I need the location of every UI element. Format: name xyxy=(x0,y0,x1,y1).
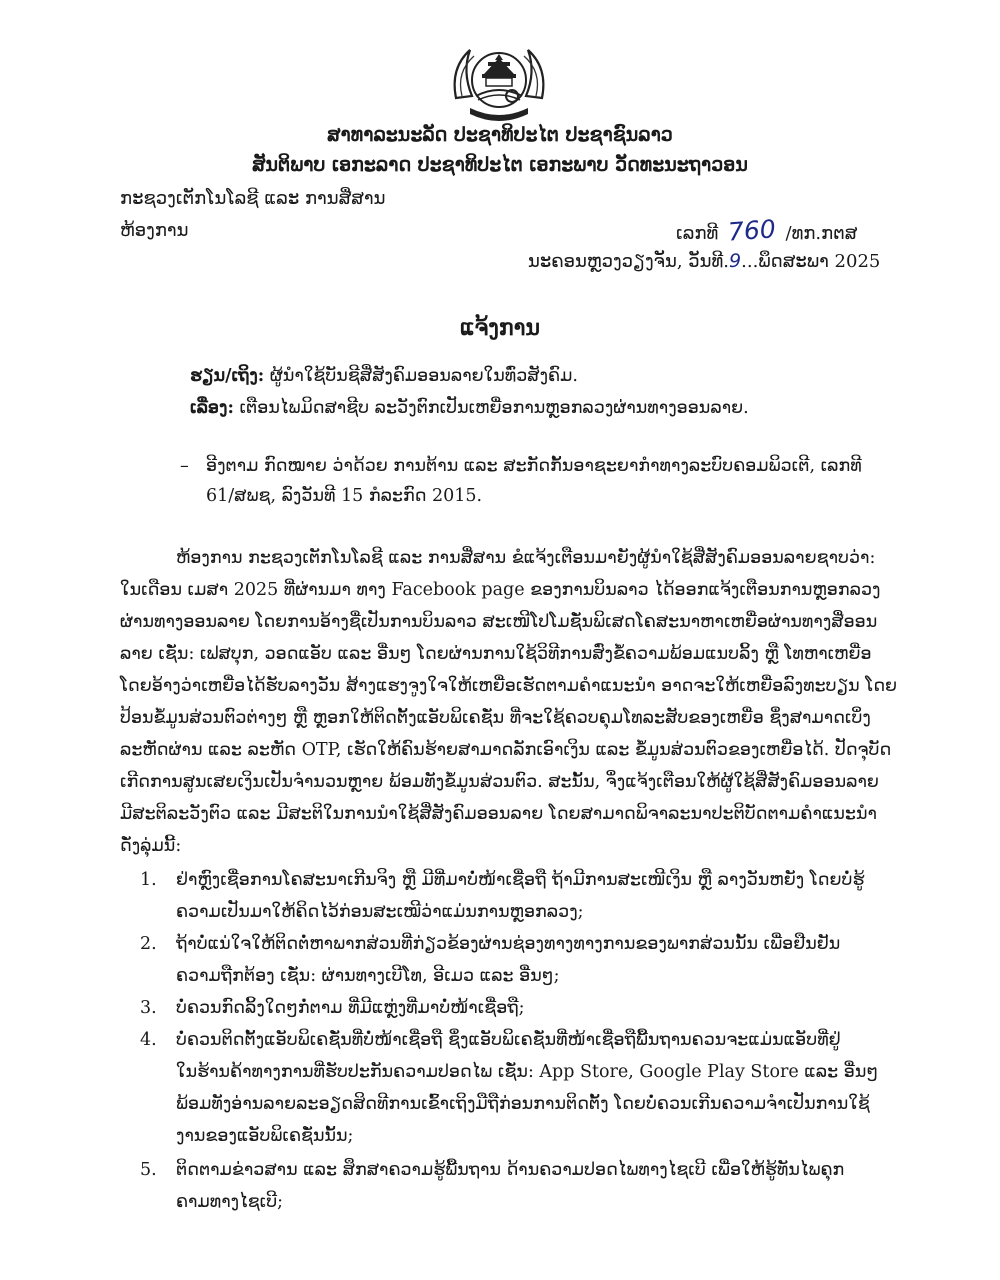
body-line: ລະຫັດຜ່ານ ແລະ ລະຫັດ OTP, ເຮັດໃຫ້ຄົນຮ້າຍສາມາດລັກເອົາເງິນ ແລະ ຂໍ້ມູນສ່ວນຕົວຂອງເຫຍື່ອໄດ້. ປັດຈຸບັດ xyxy=(120,740,892,760)
recipient-line xyxy=(190,366,578,386)
body-line: ໃນເດືອນ ເມສາ 2025 ທີ່ຜ່ານມາ ທາງ Facebook page ຂອງການບິນລາວ ໄດ້ອອກແຈ້ງເຕືອນການຫຼອກລວງ xyxy=(120,580,881,600)
reference-line-2: 61/ສພຊ, ລົງວັນທີ 15 ກໍລະກົດ 2015. xyxy=(206,486,483,506)
date-suffix: ...ພຶດສະພາ 2025 xyxy=(741,251,881,272)
subject-label: ເລື່ອງ: xyxy=(190,398,234,418)
list-item-line: ງານຂອງແອັບພິເຄຊັ່ນນັ້ນ; xyxy=(176,1126,354,1146)
national-motto: ສັນຕິພາບ ເອກະລາດ ປະຊາທິປະໄຕ ເອກະພາບ ວັດທະນະຖາວອນ xyxy=(252,154,748,176)
document-title: ແຈ້ງການ xyxy=(460,315,540,341)
republic-heading: ສາທາລະນະລັດ ປະຊາທິປະໄຕ ປະຊາຊົນລາວ xyxy=(327,124,673,146)
list-item-number: 4. xyxy=(140,1030,157,1050)
number-suffix: /ທກ.ກຕສ xyxy=(785,223,858,244)
list-item-line: ບໍ່ຄວນກົດລິ້ງໃດໆກໍ່ຕາມ ທີ່ມີແຫຼ່ງທີ່ມາບໍ່ໜ້າເຊື່ອຖື; xyxy=(176,998,525,1018)
reference-dash: – xyxy=(180,456,189,476)
list-item-line: ຄາມທາງໄຊເບີ; xyxy=(176,1192,284,1212)
handwritten-day: 9 xyxy=(729,250,742,272)
list-item-line: ຢ່າຫຼົງເຊື່ອການໂຄສະນາເກີນຈິງ ຫຼື ມີທີ່ມາບໍ່ໜ້າເຊື່ອຖື ຖ້າມີການສະເໜີເງິນ ຫຼື ລາງວັນຫຍັງ ໂດຍບໍ່ຮູ້ xyxy=(176,870,865,890)
body-line: ປ້ອນຂໍ້ມູນສ່ວນຕົວຕ່າງໆ ຫຼື ຫຼອກໃຫ້ຕິດຕັ້ງແອັບພິເຄຊັ່ນ ທີ່ຈະໃຊ້ຄວບຄຸມໂທລະສັບຂອງເຫຍື່ອ ຊຶ່ງສາມາດເບິ່ງ xyxy=(120,708,871,728)
list-item-line: ຄວາມເປັນມາໃຫ້ຄິດໄວ້ກ່ອນສະເໝີວ່າແມ່ນການຫຼອກລວງ; xyxy=(176,902,584,922)
list-item-line: ບໍ່ຄວນຕິດຕັ້ງແອັບພິເຄຊັ່ນທີ່ບໍ່ໜ້າເຊື່ອຖື ຊຶ່ງແອັບພິເຄຊັ່ນທີ່ໜ້າເຊື່ອຖືພື້ນຖານຄວນຈະແມ່ນແອັບທີ່ຢູ່ xyxy=(176,1030,841,1050)
body-line: ດັ່ງລຸ່ມນີ້: xyxy=(120,836,182,856)
list-item-line: ພ້ອມທັງອ່ານລາຍລະອຽດສິດທີການເຂົ້າເຖິງມືຖືກ່ອນການຕິດຕັ້ງ ໂດຍບໍ່ຄວນເກີນຄວາມຈຳເປັນການໃຊ້ xyxy=(176,1094,870,1114)
list-item-line: ຖ້າບໍ່ແນ່ໃຈໃຫ້ຕິດຕໍ່ຫາພາກສ່ວນທີ່ກ່ຽວຂ້ອງຜ່ານຊ່ອງທາງທາງການຂອງພາກສ່ວນນັ້ນ ເພື່ອຢືນຢັນ xyxy=(176,934,841,954)
list-item-number: 2. xyxy=(140,934,157,954)
list-item-number: 5. xyxy=(140,1160,157,1180)
body-line: ເກີດການສູນເສຍເງິນເປັນຈຳນວນຫຼາຍ ພ້ອມທັງຂໍ້ມູນສ່ວນຕົວ. ສະນັ້ນ, ຈຶ່ງແຈ້ງເຕືອນໃຫ້ຜູ້ໃຊ້ສື່ສັງຄົມອອນລາຍ xyxy=(120,772,879,792)
subject-text: ເຕືອນໄພມິດສາຊີບ ລະວັງຕົກເປັນເຫຍື່ອການຫຼອກລວງຜ່ານທາງອອນລາຍ. xyxy=(239,398,749,418)
number-prefix: ເລກທີ xyxy=(676,223,719,244)
body-line: ມີສະຕິລະວັງຕົວ ແລະ ມີສະຕິໃນການນຳໃຊ້ສື່ສັງຄົມອອນລາຍ ໂດຍສາມາດພິຈາລະນາປະຕິບັດຕາມຄຳແນະນຳ xyxy=(120,804,877,824)
date-line xyxy=(528,250,880,272)
body-line: ຜ່ານທາງອອນລາຍ ໂດຍການອ້າງຊື່ເປັນການບິນລາວ ສະເໜີໂປໂມຊັ່ນພິເສດໂຄສະນາຫາເຫຍື່ອຜ່ານທາງສື່ອອນ xyxy=(120,612,878,632)
document-number xyxy=(676,216,857,245)
body-line: ຫ້ອງການ ກະຊວງເຕັກໂນໂລຊີ ແລະ ການສື່ສານ ຂໍແຈ້ງເຕືອນມາຍັງຜູ້ນຳໃຊ້ສື່ສັງຄົມອອນລາຍຊາບວ່າ: xyxy=(176,548,876,568)
body-line: ໂດຍອ້າງວ່າເຫຍື່ອໄດ້ຮັບລາງວັນ ສ້າງແຮງຈູງໃຈໃຫ້ເຫຍື່ອເຮັດຕາມຄຳແນະນຳ ອາດຈະໃຫ້ເຫຍື່ອລົງທະບຽນ ໂດຍ xyxy=(120,676,898,696)
reference-line-1: ອີງຕາມ ກົດໝາຍ ວ່າດ້ວຍ ການຕ້ານ ແລະ ສະກັດກັ້ນອາຊະຍາກຳທາງລະບົບຄອມພິວເຕີ, ເລກທີ xyxy=(206,456,862,476)
list-item-line: ຕິດຕາມຂ່າວສານ ແລະ ສຶກສາຄວາມຮູ້ພື້ນຖານ ດ້ານຄວາມປອດໄພທາງໄຊເບີ ເພື່ອໃຫ້ຮູ້ທັນໄພຄຸກ xyxy=(176,1160,845,1180)
subject-line xyxy=(190,398,749,418)
office-name: ຫ້ອງການ xyxy=(120,220,189,241)
handwritten-number: 760 xyxy=(727,214,777,247)
list-item-number: 3. xyxy=(140,998,157,1018)
list-item-line: ໃນຮ້ານຄ້າທາງການທີ່ຮັບປະກັນຄວາມປອດໄພ ເຊັ່ນ: App Store, Google Play Store ແລະ ອື່ນໆ xyxy=(176,1062,879,1082)
date-prefix: ນະຄອນຫຼວງວຽງຈັນ, ວັນທີ. xyxy=(528,251,730,272)
ministry-name: ກະຊວງເຕັກໂນໂລຊີ ແລະ ການສື່ສານ xyxy=(120,188,386,209)
list-item-line: ຄວາມຖືກຕ້ອງ ເຊັ່ນ: ຜ່ານທາງເບີໂທ, ອີເມວ ແລະ ອື່ນໆ; xyxy=(176,966,560,986)
recipient-label: ຮຽນ/ເຖິງ: xyxy=(190,366,265,386)
recipient-text: ຜູ້ນຳໃຊ້ບັນຊີສື່ສັງຄົມອອນລາຍໃນທົ່ວສັງຄົມ. xyxy=(269,366,578,386)
national-emblem-icon xyxy=(448,38,550,124)
list-item-number: 1. xyxy=(140,870,157,890)
body-line: ລາຍ ເຊັ່ນ: ເຟສບຸກ, ວອດແອັບ ແລະ ອື່ນໆ ໂດຍຜ່ານການໃຊ້ວິທີການສົ່ງຂໍ້ຄວາມພ້ອມແນບລິ້ງ ຫຼື ໂທຫາເຫຍື່ອ xyxy=(120,644,872,664)
